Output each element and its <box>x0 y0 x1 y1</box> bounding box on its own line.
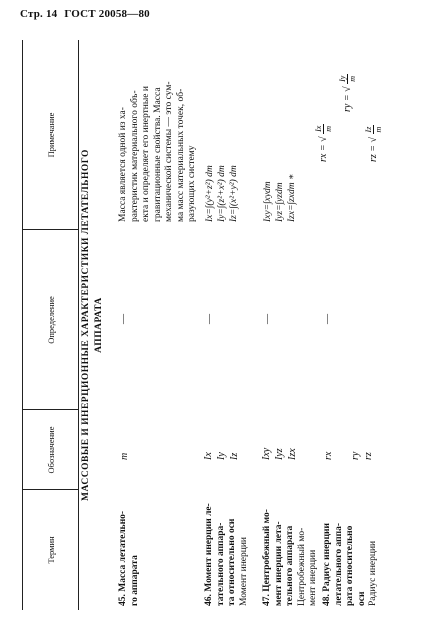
page-number: Стр. 14 <box>20 8 58 20</box>
definition-45: — <box>118 314 129 324</box>
sqrt-icon: √ <box>367 136 379 143</box>
col-head-note: Примечание <box>45 112 56 158</box>
symbol-46-iz: Iz <box>229 452 240 460</box>
formulas-47 <box>262 174 298 222</box>
term-48-line-1: 48. Радиус инерции <box>322 523 332 606</box>
table-top-rule <box>22 40 23 610</box>
term-47-line-3: тельного аппарата <box>285 525 295 606</box>
section-title-line-2: АППАРАТА <box>94 297 104 353</box>
formulas-46 <box>204 165 240 222</box>
formula-46-3: Iz=∫(x²+y²) dm <box>229 165 239 222</box>
symbol-46-iy: Iy <box>216 452 227 460</box>
symbol-46-ix: Ix <box>203 452 214 460</box>
radius-y-fraction <box>338 74 357 84</box>
col-head-term: Термин <box>45 536 56 564</box>
radius-formula-x <box>314 124 333 162</box>
term-45-line-1: 45. Масса летательно- <box>118 510 128 606</box>
formula-47-2: Iyz=∫yzdm <box>275 182 285 222</box>
term-47-line-2: мент инерции лета- <box>273 521 284 606</box>
note-45-line-2: рактеристик материального объ- <box>129 90 140 222</box>
radius-y-numerator: Iy <box>338 75 347 82</box>
definition-46: — <box>204 314 215 324</box>
radius-y-lhs: ry = <box>341 94 353 112</box>
term-48-line-3: рата относительно <box>345 525 355 606</box>
symbol-47-iyz: Iyz <box>274 448 285 460</box>
definition-47: — <box>262 314 273 324</box>
term-48-line-4: оси <box>356 591 367 606</box>
sqrt-icon: √ <box>317 136 329 142</box>
formula-47-3: Izx=∫zxdm ∗ <box>287 173 297 222</box>
formula-46-2: Iy=∫(z²+x²) dm <box>217 165 227 222</box>
term-48-line-5: Радиус инерции <box>368 540 378 606</box>
term-48-line-2: летательного аппа- <box>333 523 344 606</box>
note-45-line-4: гравитационные свойства. Масса <box>152 87 163 222</box>
symbol-45: m <box>119 452 130 460</box>
symbol-48-rz: rz <box>363 452 374 460</box>
term-46-line-2: тательного аппара- <box>215 522 226 606</box>
symbol-48-rx: rx <box>323 451 334 460</box>
radius-formula-z <box>364 125 383 162</box>
section-title-line-1: МАССОВЫЕ И ИНЕРЦИОННЫЕ ХАРАКТЕРИСТИКИ ЛЕТАТЕЛЬНОГО <box>81 149 91 501</box>
radius-z-lhs: rz = <box>367 144 379 162</box>
note-45-line-7: разующих систему <box>187 145 197 222</box>
radius-z-denominator: m <box>374 126 383 133</box>
page-header <box>20 8 154 20</box>
symbol-47-ixy: Ixy <box>261 447 272 460</box>
radius-x-numerator: Ix <box>314 125 323 132</box>
term-47 <box>262 492 320 606</box>
symbol-47-izx: Izx <box>287 448 298 460</box>
radius-formula-y <box>338 74 357 112</box>
term-47-line-5: мент инерции <box>308 549 318 606</box>
term-46-line-1: 46. Момент инерции ле- <box>204 503 214 606</box>
formula-47-1: Ixy=∫xydm <box>263 181 273 222</box>
term-46-line-4: Момент инерции <box>238 536 249 606</box>
note-45 <box>118 44 199 222</box>
formula-46-1: Ix=∫(y²+z²) dm <box>205 165 215 222</box>
note-45-line-1: Масса является одной из ха- <box>118 107 128 222</box>
term-47-line-1: 47. Центробежный мо- <box>262 509 272 606</box>
term-46-line-3: та относительно оси <box>227 518 237 606</box>
definition-48: — <box>322 314 333 324</box>
term-45 <box>118 492 141 606</box>
term-46 <box>204 492 250 606</box>
term-48 <box>322 492 380 606</box>
symbol-48-ry: ry <box>350 451 361 460</box>
note-45-line-6: ма масс материальных точек, об- <box>175 88 186 222</box>
radius-x-fraction <box>314 124 333 134</box>
term-45-line-2: го аппарата <box>129 555 140 606</box>
section-title <box>80 40 106 610</box>
radius-z-fraction <box>364 125 383 135</box>
standard-code: ГОСТ 20058—80 <box>64 8 150 20</box>
note-45-line-3: екта и определяет его инертные и <box>141 86 151 222</box>
radius-z-numerator: Iz <box>364 126 373 133</box>
col-head-symbol: Обозначение <box>45 426 56 474</box>
rotated-table <box>22 40 402 610</box>
col-head-definition: Определение <box>45 296 56 344</box>
radius-y-denominator: m <box>348 75 357 82</box>
term-47-line-4: Центробежный мо- <box>296 527 307 606</box>
radius-x-lhs: rx = <box>317 144 329 162</box>
radius-x-denominator: m <box>324 125 333 132</box>
sqrt-icon: √ <box>341 86 353 92</box>
symbols-48 <box>322 452 375 460</box>
note-45-line-5: механической системы — это сум- <box>164 81 174 222</box>
symbols-47 <box>260 448 299 460</box>
table-header-rule <box>78 40 79 610</box>
symbols-46 <box>202 452 241 460</box>
